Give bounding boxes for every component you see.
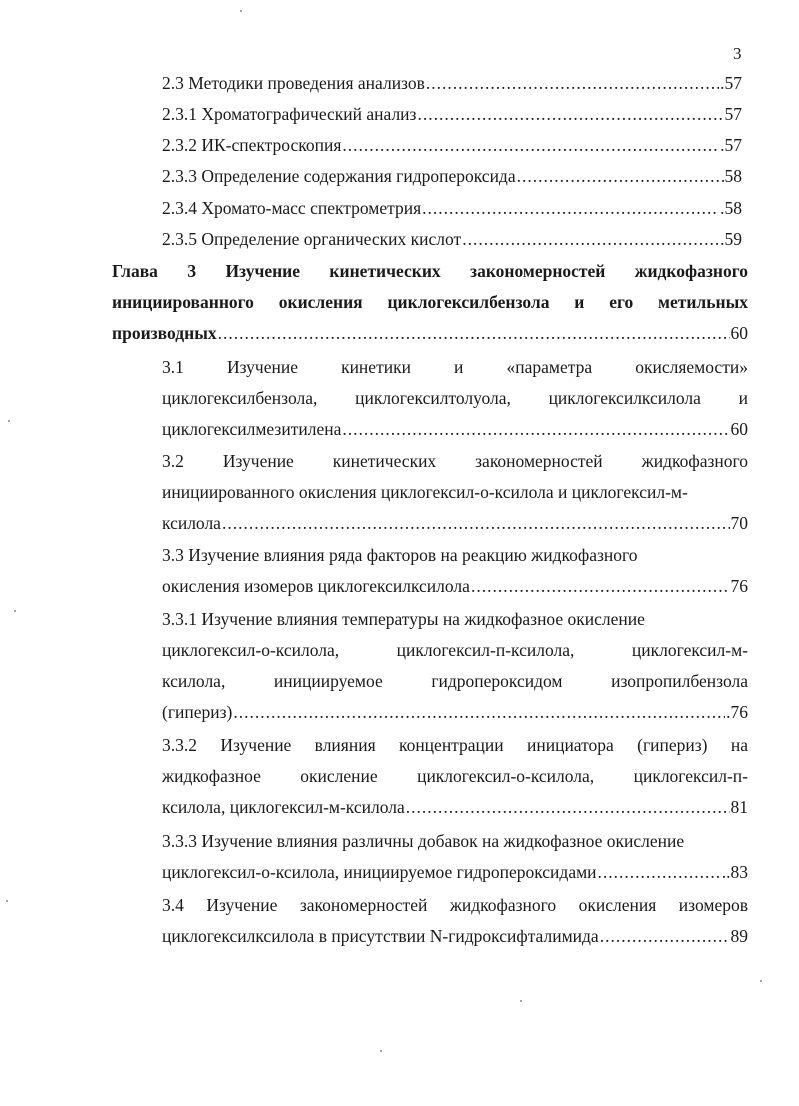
toc-entry-page: .76 <box>726 702 748 722</box>
toc-chapter-3 <box>112 256 748 349</box>
word: влияния <box>314 735 376 755</box>
word: жидкофазного <box>449 895 557 915</box>
dot-leader <box>600 921 730 952</box>
toc-entry-2-3-1 <box>162 99 742 130</box>
toc-entry-title: (гипериз) <box>162 702 233 722</box>
toc-entry-page: 89 <box>730 926 748 946</box>
toc-entry-page: 60 <box>730 323 748 343</box>
word: циклогексил-п-ксилола, <box>396 640 575 660</box>
dot-leader <box>417 99 723 130</box>
toc-line <box>112 287 748 318</box>
word: концентрации <box>398 735 504 755</box>
word: закономерностей <box>299 895 428 915</box>
toc-line <box>162 604 748 635</box>
toc-line <box>162 446 748 477</box>
word: инициированного <box>112 292 254 312</box>
toc-line <box>162 352 748 383</box>
toc-entry-page: ..83 <box>721 862 748 882</box>
dot-leader <box>233 697 725 728</box>
word: жидкофазное <box>162 766 261 786</box>
dot-leader <box>517 161 724 192</box>
toc-entry-title: 2.3 Методики проведения анализов <box>162 73 425 93</box>
toc-entry-title: 2.3.2 ИК-спектроскопия <box>162 135 342 155</box>
word: 3.1 <box>162 357 184 377</box>
word: ксилола, <box>162 671 226 691</box>
toc-entry-title: 2.3.5 Определение органических кислот <box>162 229 462 249</box>
toc-entry-3-3-1 <box>162 604 748 728</box>
toc-entry-page: 81 <box>730 797 748 817</box>
toc-entry-3-2 <box>162 446 748 539</box>
toc-entry-page: 76 <box>730 576 748 596</box>
word: изопропилбензола <box>611 671 748 691</box>
toc-entry-title: циклогексил-о-ксилола, инициируемое гидропероксидами <box>162 862 597 882</box>
toc-entry-3-4 <box>162 890 748 952</box>
toc-line <box>162 383 748 414</box>
word: циклогексил-о-ксилола, <box>417 766 595 786</box>
toc-entry-page: .58 <box>720 198 742 218</box>
word: циклогексил-п- <box>633 766 748 786</box>
toc-line <box>162 635 748 666</box>
word: 3.4 <box>162 895 184 915</box>
word: окисляемости» <box>635 357 748 377</box>
toc-line-text: 3.3.1 Изучение влияния температуры на жидкофазное окисление <box>162 609 645 629</box>
toc-entry-page: 58 <box>724 166 742 186</box>
toc-entry-page: 60 <box>730 419 748 439</box>
word: циклогексил-о-ксилола, <box>162 640 340 660</box>
word: Изучение <box>226 357 298 377</box>
toc-entry-2-3-5 <box>162 224 742 255</box>
word: кинетических <box>332 451 437 471</box>
word: инициатора <box>526 735 614 755</box>
scan-speck <box>14 610 16 612</box>
scan-speck <box>6 900 8 902</box>
scan-speck <box>380 1050 382 1052</box>
scan-speck <box>8 420 10 422</box>
scan-speck <box>520 1000 522 1002</box>
word: 3 <box>187 261 197 281</box>
word: окисления <box>578 895 657 915</box>
toc-entry-title: 2.3.1 Хроматографический анализ <box>162 104 417 124</box>
toc-line <box>162 730 748 761</box>
toc-entry-title: циклогексилмезитилена <box>162 419 342 439</box>
word: циклогексилбензола <box>387 292 550 312</box>
word: Изучение <box>225 261 301 281</box>
word: его <box>609 292 634 312</box>
word: Глава <box>112 261 158 281</box>
word: окисление <box>300 766 378 786</box>
word: (гипериз) <box>637 735 708 755</box>
word: метильных <box>658 292 748 312</box>
toc-entry-page: 70 <box>730 513 748 533</box>
toc-entry-title: окисления изомеров циклогексилксилола <box>162 576 470 596</box>
dot-leader <box>406 792 730 823</box>
toc-entry-title: циклогексилксилола в присутствии N-гидроксифталимида <box>162 926 599 946</box>
toc-entry-title: 2.3.4 Хромато-масс спектрометрия <box>162 198 422 218</box>
page-number: 3 <box>733 44 742 63</box>
word: циклогексилбензола, <box>162 388 318 408</box>
word: кинетических <box>329 261 441 281</box>
word: закономерностей <box>475 451 603 471</box>
toc-line <box>112 256 748 287</box>
toc-line <box>162 826 748 857</box>
toc-entry-page: .57 <box>720 135 742 155</box>
dot-leader <box>218 318 730 349</box>
dot-leader <box>222 508 730 539</box>
dot-leader <box>422 193 719 224</box>
word: гидропероксидом <box>431 671 563 691</box>
word: закономерностей <box>470 261 606 281</box>
toc-line-text: инициированного окисления циклогексил-о-ксилола и циклогексил-м- <box>162 482 688 502</box>
toc-line-text: 3.3 Изучение влияния ряда факторов на реакцию жидкофазного <box>162 545 638 565</box>
toc-entry-title: ксилола, циклогексил-м-ксилола <box>162 797 405 817</box>
word: жидкофазного <box>641 451 748 471</box>
toc-entry-3-3 <box>162 540 748 602</box>
word: и <box>454 357 464 377</box>
word: окисления <box>278 292 363 312</box>
toc-entry-3-3-2 <box>162 730 748 823</box>
word: циклогексилксилола <box>548 388 701 408</box>
toc-entry-title: производных <box>112 323 217 343</box>
dot-leader <box>342 130 719 161</box>
word: Изучение <box>222 451 294 471</box>
word: Изучение <box>220 735 292 755</box>
word: циклогексил-м- <box>631 640 748 660</box>
word: и <box>738 388 748 408</box>
dot-leader <box>426 68 719 99</box>
toc-entry-2-3-2 <box>162 130 742 161</box>
toc-line <box>162 890 748 921</box>
toc-entry-title: ксилола <box>162 513 221 533</box>
word: изомеров <box>678 895 748 915</box>
toc-line <box>162 540 748 571</box>
word: на <box>730 735 748 755</box>
toc-entry-2-3 <box>162 68 742 99</box>
toc-entry-2-3-4 <box>162 193 742 224</box>
word: инициируемое <box>273 671 383 691</box>
dot-leader <box>462 224 719 255</box>
word: «параметра <box>506 357 593 377</box>
word: циклогексилтолуола, <box>355 388 511 408</box>
toc-entry-page: .59 <box>720 229 742 249</box>
word: Изучение <box>206 895 278 915</box>
toc-entry-title: 2.3.3 Определение содержания гидропероксида <box>162 166 516 186</box>
toc-entry-3-1 <box>162 352 748 445</box>
word: 3.3.2 <box>162 735 197 755</box>
word: 3.2 <box>162 451 184 471</box>
word: жидкофазного <box>634 261 748 281</box>
dot-leader <box>598 857 721 888</box>
word: кинетики <box>341 357 411 377</box>
toc-line <box>162 761 748 792</box>
toc-entry-3-3-3 <box>162 826 748 888</box>
toc-entry-page: .57 <box>720 73 742 93</box>
scan-speck <box>240 10 242 12</box>
toc-line <box>162 666 748 697</box>
toc-line-text: 3.3.3 Изучение влияния различны добавок на жидкофазное окисление <box>162 831 685 851</box>
word: и <box>574 292 585 312</box>
toc-line <box>162 477 748 508</box>
dot-leader <box>471 571 730 602</box>
scan-speck <box>760 980 762 982</box>
toc-entry-2-3-3 <box>162 161 742 192</box>
dot-leader <box>342 414 729 445</box>
toc-entry-page: 57 <box>724 104 742 124</box>
